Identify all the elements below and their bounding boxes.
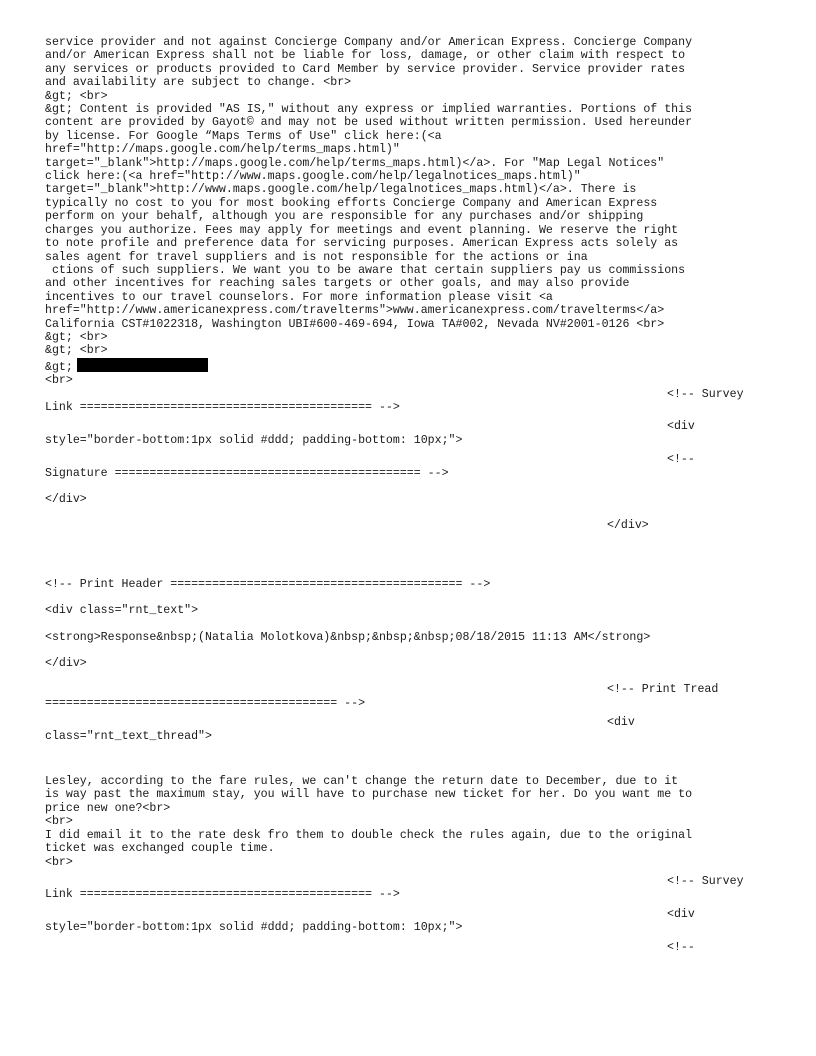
text-line: &gt; Content is provided "AS IS," without any express or implied warranties. Portions of this (45, 103, 693, 117)
text-line: target="_blank">http://www.maps.google.com/help/legalnotices_maps.html)</a>. There is (45, 183, 637, 197)
redacted-prefix: &gt; (45, 360, 73, 374)
text-line: and availability are subject to change. <br> (45, 76, 352, 90)
print-thread-comment-start: <!-- Print Tread (607, 683, 719, 697)
message-line: ticket was exchanged couple time. (45, 842, 275, 856)
print-thread-comment-end: ========================================== --> (45, 696, 366, 710)
text-line: &gt; <br> (45, 89, 108, 103)
text-line: href="http://www.americanexpress.com/travelterms">www.americanexpress.com/travelterms</a> (45, 304, 665, 318)
signature-comment-start: <!-- (667, 453, 695, 467)
message-line: Lesley, according to the fare rules, we can't change the return date to December, due to it (45, 775, 679, 789)
div-style-attr: style="border-bottom:1px solid #ddd; padding-bottom: 10px;"> (45, 433, 463, 447)
message-line: I did email it to the rate desk fro them to double check the rules again, due to the original (45, 828, 693, 842)
text-line: and/or American Express shall not be liable for loss, damage, or other claim with respect to (45, 49, 686, 63)
text-line: by license. For Google “Maps Terms of Use" click here:(<a (45, 129, 442, 143)
div-open-tag: <div (667, 420, 695, 434)
message-line: <br> (45, 855, 73, 869)
text-line: perform on your behalf, although you are responsible for any purchases and/or shipping (45, 210, 644, 224)
div-close-tag-2: </div> (45, 657, 87, 671)
survey-comment-start: <!-- Survey (667, 387, 744, 401)
div-style-attr-2: style="border-bottom:1px solid #ddd; padding-bottom: 10px;"> (45, 921, 463, 935)
text-line: incentives to our travel counselors. For more information please visit <a (45, 290, 553, 304)
text-line: sales agent for travel suppliers and is not responsible for the actions or ina (45, 250, 588, 264)
disclaimer-paragraph (45, 36, 775, 358)
thread-div-class: class="rnt_text_thread"> (45, 729, 212, 743)
text-line: charges you authorize. Fees may apply for meetings and event planning. We reserve the right (45, 223, 679, 237)
rnt-text-div: <div class="rnt_text"> (45, 604, 199, 618)
text-line: content are provided by Gayot© and may not be used without written permission. Used hereunder (45, 116, 693, 130)
div-close-tag-indented: </div> (607, 519, 649, 533)
redaction-block (77, 358, 208, 372)
text-line: and other incentives for reaching sales targets or other goals, and may also provide (45, 277, 630, 291)
survey-comment-start-2: <!-- Survey (667, 874, 744, 888)
div-close-tag: </div> (45, 493, 87, 506)
text-line: click here:(<a href="http://www.maps.google.com/help/legalnotices_maps.html)" (45, 170, 581, 184)
text-line: target="_blank">http://maps.google.com/help/terms_maps.html)</a>. For "Map Legal Notices" (45, 156, 665, 170)
text-line: &gt; <br> (45, 330, 108, 344)
div-open-tag-2: <div (667, 907, 695, 921)
survey-comment-end-2: Link ========================================== --> (45, 888, 400, 902)
survey-comment-end: Link ========================================== --> (45, 400, 400, 414)
text-line: California CST#1022318, Washington UBI#600-469-694, Iowa TA#002, Nevada NV#2001-0126 <br> (45, 317, 665, 331)
text-line: &gt; <br> (45, 344, 108, 358)
text-line: to note profile and preference data for servicing purposes. American Express acts solely as (45, 237, 679, 251)
text-line: href="http://maps.google.com/help/terms_maps.html)" (45, 143, 400, 157)
message-line: price new one?<br> (45, 801, 171, 815)
text-line: ctions of such suppliers. We want you to be aware that certain suppliers pay us commissions (45, 263, 686, 277)
message-line: is way past the maximum stay, you will have to purchase new ticket for her. Do you want me to (45, 788, 693, 802)
document-page (45, 36, 775, 954)
redacted-line (45, 358, 775, 374)
signature-comment-end: Signature ============================================ --> (45, 466, 449, 480)
print-header-comment: <!-- Print Header ========================================== --> (45, 577, 491, 591)
text-line: typically no cost to you for most booking efforts Concierge Company and American Express (45, 196, 658, 210)
br-line: <br> (45, 374, 73, 388)
text-line: service provider and not against Concierge Company and/or American Express. Concierge Company (45, 36, 693, 49)
message-body (45, 775, 775, 869)
text-line: any services or products provided to Card Member by service provider. Service provider rates (45, 62, 686, 76)
message-line: <br> (45, 815, 73, 829)
signature-comment-start-2: <!-- (667, 940, 695, 954)
thread-div-open: <div (607, 716, 635, 730)
response-line: <strong>Response&nbsp;(Natalia Molotkova)&nbsp;&nbsp;&nbsp;08/18/2015 11:13 AM</strong> (45, 630, 651, 644)
